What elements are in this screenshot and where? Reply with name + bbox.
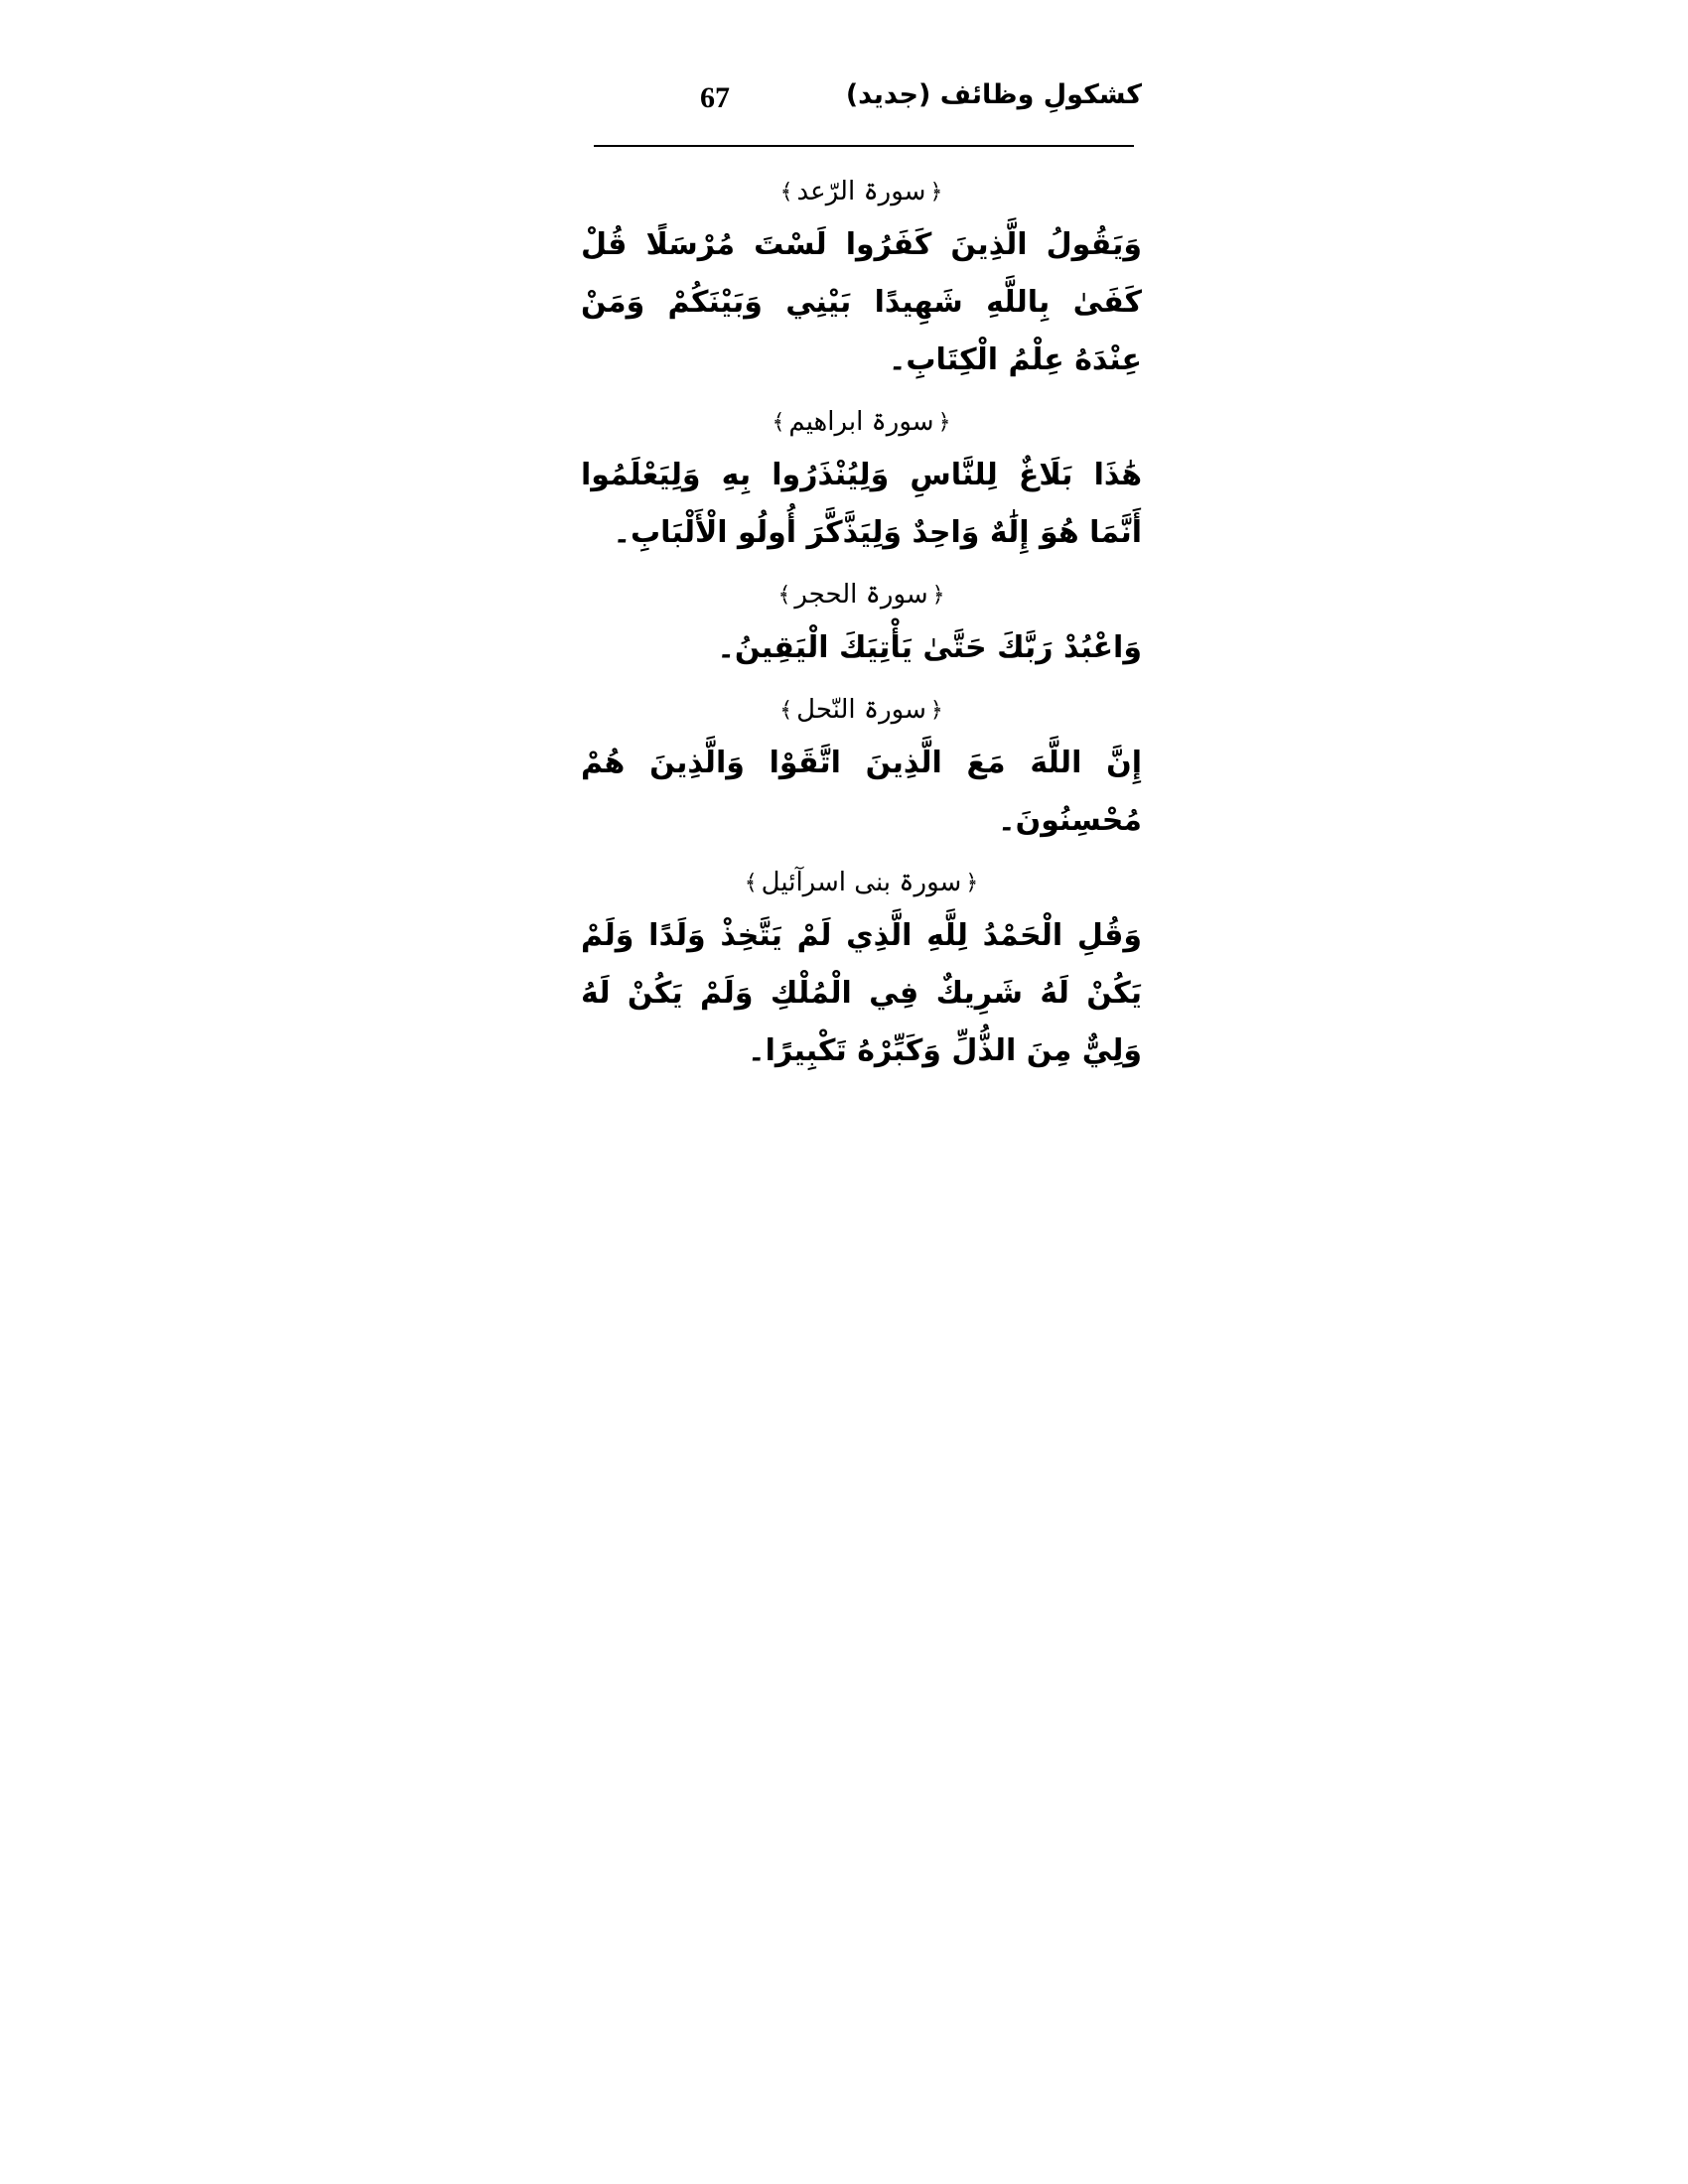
ornament-bracket-icon: ﴿ [965, 870, 979, 895]
header-rule [594, 145, 1134, 147]
ornament-bracket-icon: ﴾ [772, 409, 785, 435]
verse-ibrahim: هَٰذَا بَلَاغٌ لِلنَّاسِ وَلِيُنْذَرُوا بِهِ وَلِيَعْلَمُوا أَنَّمَا هُوَ إِلَٰهٌ وَاحِدٌ وَلِيَذَّكَّرَ أُولُو الْأَلْبَابِ۔ [581, 458, 1142, 550]
surah-heading-label: سورۃ بنی اسرآئیل [761, 868, 962, 897]
surah-heading-raad [581, 167, 1142, 216]
surah-heading-label: سورۃ الرّعد [796, 177, 926, 206]
ornament-bracket-icon: ﴿ [937, 409, 951, 435]
ornament-bracket-icon: ﴿ [931, 582, 945, 608]
ornament-bracket-icon: ﴾ [744, 870, 758, 895]
ornament-bracket-icon: ﴾ [779, 697, 793, 723]
surah-heading-nahl [581, 685, 1142, 735]
surah-heading-bani-israil [581, 858, 1142, 907]
page-number: 67 [700, 81, 730, 114]
verse-bani-israil: وَقُلِ الْحَمْدُ لِلَّهِ الَّذِي لَمْ يَتَّخِذْ وَلَدًا وَلَمْ يَكُنْ لَهُ شَرِيكٌ فِي الْمُلْكِ وَلَمْ يَكُنْ لَهُ وَلِيٌّ مِنَ الذُّلِّ وَكَبِّرْهُ تَكْبِيرًا۔ [581, 918, 1142, 1068]
ornament-bracket-icon: ﴿ [929, 697, 943, 723]
surah-heading-label: سورۃ الحجر [794, 580, 928, 610]
ornament-bracket-icon: ﴿ [929, 179, 943, 205]
verse-hijr: وَاعْبُدْ رَبَّكَ حَتَّىٰ يَأْتِيَكَ الْيَقِينُ۔ [717, 630, 1142, 665]
page-body [581, 167, 1142, 1088]
ornament-bracket-icon: ﴾ [777, 582, 791, 608]
ornament-bracket-icon: ﴾ [779, 179, 793, 205]
running-title: کشکولِ وظائف (جدید) [845, 79, 1142, 110]
surah-heading-label: سورۃ النّحل [796, 695, 926, 725]
verse-raad: وَيَقُولُ الَّذِينَ كَفَرُوا لَسْتَ مُرْسَلًا قُلْ كَفَىٰ بِاللَّهِ شَهِيدًا بَيْنِي وَبَيْنَكُمْ وَمَنْ عِنْدَهُ عِلْمُ الْكِتَابِ۔ [581, 227, 1142, 377]
verse-nahl: إِنَّ اللَّهَ مَعَ الَّذِينَ اتَّقَوْا وَالَّذِينَ هُمْ مُحْسِنُونَ۔ [581, 746, 1142, 838]
surah-heading-ibrahim [581, 397, 1142, 447]
surah-heading-label: سورۃ ابراھیم [788, 407, 934, 437]
surah-heading-hijr [581, 570, 1142, 619]
